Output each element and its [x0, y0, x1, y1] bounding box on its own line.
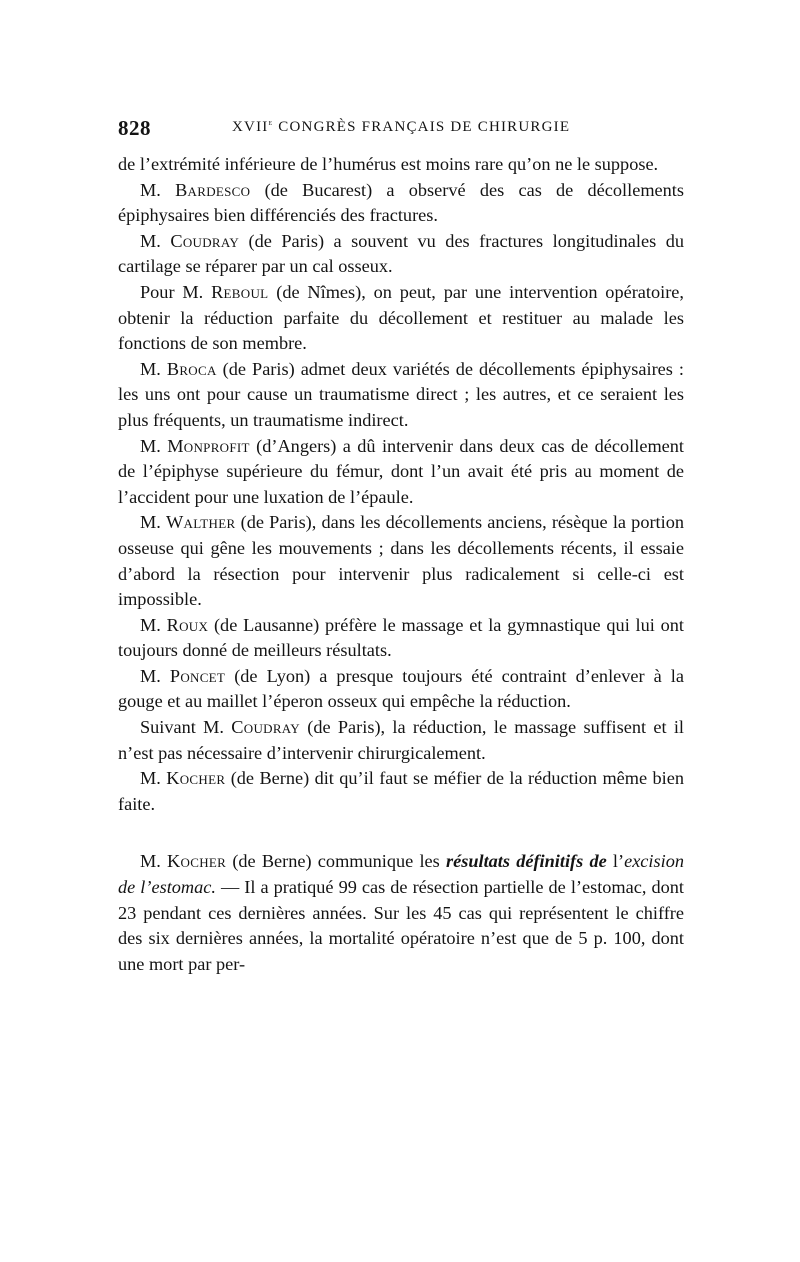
congress-title: CONGRÈS FRANÇAIS DE CHIRURGIE — [278, 119, 571, 135]
speaker-name: Coudray — [231, 717, 300, 738]
speaker-title: M. — [140, 435, 168, 456]
topic-title-continued: excision de l’estomac. — [118, 851, 684, 898]
speaker-title: Pour M. — [140, 281, 212, 302]
speaker-title: M. — [140, 179, 176, 200]
section-gap — [118, 817, 684, 849]
paragraph-walther — [118, 510, 684, 612]
speaker-title: Suivant M. — [140, 717, 232, 738]
running-head — [118, 116, 682, 146]
speaker-name: Walther — [166, 512, 236, 533]
paragraph-text: (de Paris) a souvent vu des fractures longitudinales du cartilage se réparer par un cal osseux. — [118, 230, 684, 277]
ordinal-superscript: e — [268, 117, 274, 127]
paragraph-kocher-communication — [118, 849, 684, 977]
speaker-title: M. — [140, 512, 166, 533]
paragraph-text: (de Lyon) a presque toujours été contraint d’enlever à la gouge et au maillet l’éperon osseux qui empêche la réduction. — [118, 665, 684, 712]
paragraph-text: (de Paris) admet deux variétés de décollements épiphysaires : les uns ont pour cause un traumatisme direct ; les autres, et ce seraient les plus fréquents, un traumatisme indirect. — [118, 358, 684, 430]
paragraph-text: — Il a pratiqué 99 cas de résection partielle de l’estomac, dont 23 pendant ces dernières années. Sur les 45 cas qui représentent le chiffre des six dernières années, la mortalité opératoire n’est que de 5 p. 100, dont une mort par per- — [118, 877, 684, 974]
paragraph-coudray-2 — [118, 715, 684, 766]
speaker-name: Roux — [166, 614, 209, 635]
speaker-title: M. — [140, 665, 170, 686]
speaker-name: Bardesco — [175, 179, 251, 200]
paragraph-coudray — [118, 229, 684, 280]
paragraph-text: (de Nîmes), on peut, par une intervention opératoire, obtenir la réduction parfaite du décollement et restituer au malade les fonctions de son membre. — [118, 281, 684, 354]
running-title — [232, 119, 570, 136]
speaker-title: M. — [140, 851, 168, 872]
speaker-title: M. — [140, 358, 167, 379]
speaker-title: M. — [140, 614, 167, 635]
speaker-name: Kocher — [166, 768, 226, 789]
body-text — [118, 152, 684, 977]
paragraph-monprofit — [118, 434, 684, 511]
speaker-name: Broca — [166, 358, 217, 379]
paragraph-text: (de Paris), la réduction, le massage suffisent et il n’est pas nécessaire d’intervenir chirurgicalement. — [118, 717, 685, 763]
speaker-title: M. — [140, 230, 171, 251]
topic-title: résultats définitifs de — [446, 851, 607, 872]
speaker-name: Poncet — [169, 665, 226, 686]
speaker-name: Reboul — [211, 281, 269, 302]
congress-ordinal: XVII — [232, 119, 269, 135]
paragraph-text: (de Lausanne) préfère le massage et la gymnastique qui lui ont toujours donné de meilleurs résultats. — [118, 614, 685, 661]
paragraph-reboul — [118, 280, 684, 357]
paragraph-poncet — [118, 664, 684, 715]
speaker-name: Monprofit — [167, 435, 250, 456]
paragraph-kocher — [118, 766, 684, 817]
speaker-name: Kocher — [167, 851, 227, 872]
paragraph-bardesco — [118, 178, 684, 229]
topic-article: l’ — [606, 851, 625, 872]
paragraph-text: (de Berne) dit qu’il faut se méfier de la réduction même bien faite. — [118, 768, 684, 814]
paragraph-broca — [118, 357, 684, 434]
speaker-name: Coudray — [170, 230, 240, 251]
paragraph-text: de l’extrémité inférieure de l’humérus est moins rare qu’on ne le suppose. — [118, 154, 659, 174]
page-number: 828 — [118, 116, 151, 140]
paragraph-text: (de Paris), dans les décollements anciens, résèque la portion osseuse qui gêne les mouvements ; dans les décollements récents, il essaie d’abord la résection pour intervenir plus radicalement si celle-ci est impossible. — [118, 512, 684, 610]
speaker-title: M. — [140, 768, 167, 789]
paragraph-intro: (de Berne) communique les — [226, 851, 446, 872]
paragraph-text: (d’Angers) a dû intervenir dans deux cas de décollement de l’épiphyse supérieure du fémur, dont l’un avait été pris au moment de l’accident pour une luxation de l’épaule. — [118, 435, 684, 507]
paragraph-text: (de Bucarest) a observé des cas de décollements épiphysaires bien différenciés des fractures. — [118, 179, 684, 226]
paragraph-continuation — [118, 152, 684, 178]
paragraph-roux — [118, 613, 684, 664]
